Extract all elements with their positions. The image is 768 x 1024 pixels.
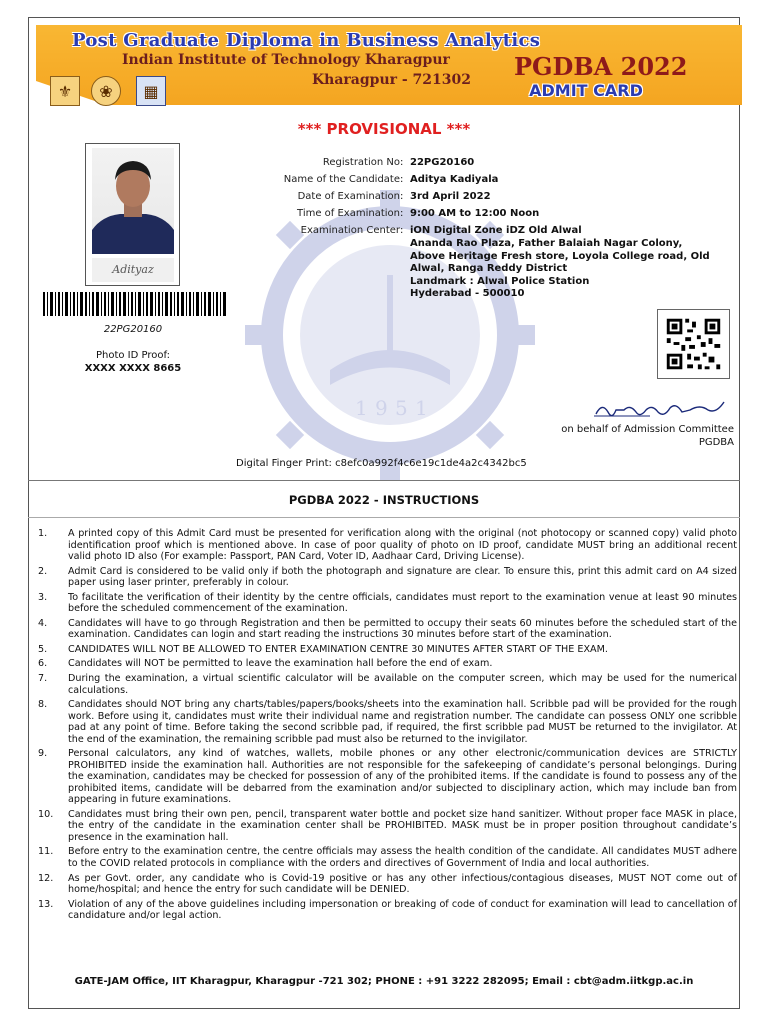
item-text: Personal calculators, any kind of watches, wallets, mobile phones or any other electronic/communication devices are STRICTLY PROHIBITED inside the examination hall. Authorities are not responsible for the safekeeping of candidate’s personal belongings. During the examination, candidates may be checked for possession of any of the prohibited items. If the candidate is found to possess any of the prohibited items, candidate will be debarred from the examination and/or subjected to disciplinary action, which may include ban from appearing in future examinations. (68, 748, 737, 806)
program-title: Post Graduate Diploma in Business Analytics (72, 30, 541, 51)
item-number: 11. (38, 846, 54, 858)
exam-year-title: PGDBA 2022 (514, 52, 688, 81)
detail-label: Date of Examination (297, 191, 400, 202)
item-text: A printed copy of this Admit Card must be presented for verification along with the original (not photocopy or scanned copy) valid photo identification proof which is mentioned above. In case of poor quality of photo on ID proof, candidate MUST bring an additional recent valid photo ID also (For example: Passport, PAN Card, Voter ID, Aadhaar Card, Driving License). (68, 528, 737, 562)
list-item (38, 644, 740, 656)
item-number: 2. (38, 565, 48, 577)
qr-code-icon (657, 309, 730, 379)
item-number: 13. (38, 898, 54, 910)
authority-signature-icon (590, 396, 740, 426)
gate-logo-icon: ▦ (136, 76, 166, 106)
candidate-face-image (92, 148, 174, 254)
watermark-year-digit: 1 (415, 396, 428, 420)
iit-emblem-icon: ⚜ (50, 76, 80, 106)
authority-behalf-text: on behalf of Admission Committee (561, 424, 734, 435)
item-number: 7. (38, 673, 48, 685)
detail-value: iON Digital Zone iDZ Old Alwal (410, 225, 582, 236)
section-divider (28, 517, 740, 518)
item-text: Candidates will NOT be permitted to leave the examination hall before the end of exam. (68, 658, 493, 670)
address-line: Alwal, Ranga Reddy District (410, 263, 568, 274)
detail-value: 9:00 AM to 12:00 Noon (410, 208, 540, 219)
list-item (38, 899, 740, 922)
list-item (38, 658, 740, 670)
list-item (38, 566, 740, 589)
item-text: To facilitate the verification of their identity by the centre officials, candidates must report to the examination venue at least 90 minutes before the scheduled commencement of the examination. (68, 591, 737, 615)
item-number: 4. (38, 617, 48, 629)
item-number: 12. (38, 872, 54, 884)
list-item (38, 618, 740, 641)
item-number: 9. (38, 748, 48, 760)
candidate-signature: Adityaz (92, 258, 174, 282)
watermark-year-digit: 9 (375, 396, 388, 420)
list-item (38, 846, 740, 869)
item-number: 6. (38, 658, 48, 670)
item-text: CANDIDATES WILL NOT BE ALLOWED TO ENTER EXAMINATION CENTRE 30 MINUTES AFTER START OF THE EXAM. (68, 643, 608, 655)
item-number: 5. (38, 643, 48, 655)
detail-label: Registration No (322, 157, 400, 168)
address-line: Ananda Rao Plaza, Father Balaiah Nagar Colony, (410, 238, 683, 249)
list-item (38, 873, 740, 896)
detail-value: 3rd April 2022 (410, 191, 491, 202)
detail-label: Examination Center (300, 225, 400, 236)
authority-org: PGDBA (698, 437, 734, 448)
seal-icon: ❀ (91, 76, 121, 106)
barcode-number: 22PG20160 (103, 324, 163, 335)
institute-city: Kharagpur - 721302 (312, 72, 472, 88)
item-text: Candidates will have to go through Registration and then be permitted to occupy their seats 60 minutes before the scheduled start of the examination. Candidates can login and start reading the instructions 30 minutes before start of the examination. (68, 617, 737, 641)
list-item (38, 809, 740, 844)
provisional-status: *** PROVISIONAL *** (297, 120, 471, 138)
item-number: 8. (38, 699, 48, 711)
item-text: Admit Card is considered to be valid only if both the photograph and signature are clear. To ensure this, print this admit card on A4 sized paper using laser printer, preferably in colour. (68, 565, 737, 589)
address-line: Landmark : Alwal Police Station (410, 275, 590, 287)
item-text: Before entry to the examination centre, the centre officials may assess the health condition of the candidate. All candidates MUST adhere to the COVID related protocols in compliance with the orders and directives of Government of India and local authorities. (68, 846, 737, 869)
barcode-icon (43, 292, 228, 316)
item-text: During the examination, a virtual scientific calculator will be available on the computer screen, which may be used for the numerical calculations. (68, 673, 737, 696)
watermark-year-digit: 5 (395, 396, 408, 420)
institute-name: Indian Institute of Technology Kharagpur (122, 52, 450, 68)
item-number: 3. (38, 591, 48, 603)
address-line: Above Heritage Fresh store, Loyola College road, Old (410, 250, 710, 262)
list-item (38, 748, 740, 806)
item-text: Violation of any of the above guidelines including impersonation or breaking of code of conduct for examination will lead to cancellation of candidature and/or legal action. (68, 898, 737, 922)
watermark-year-digit: 1 (355, 396, 368, 420)
detail-value: 22PG20160 (410, 157, 475, 168)
digital-fingerprint: Digital Finger Print: c8efc0a992f4c6e19c1de4a2c4342bc5 (236, 458, 527, 469)
photo-id-value: XXXX XXXX 8665 (84, 363, 182, 374)
instructions-title: PGDBA 2022 - INSTRUCTIONS (288, 493, 480, 507)
detail-label: Time of Examination (297, 208, 400, 219)
item-number: 1. (38, 528, 48, 539)
address-line: Hyderabad - 500010 (410, 288, 525, 299)
list-item (38, 528, 740, 563)
item-text: Candidates must bring their own pen, pencil, transparent water bottle and pocket size hand sanitizer. Without proper face MASK in place, the entry of the candidate in the examination center shall be PROHIBITED. MASK must be in proper position throughout candidate’s presence in the examination hall. (68, 808, 737, 843)
section-divider (28, 480, 740, 481)
candidate-photo (85, 143, 180, 286)
photo-id-label: Photo ID Proof: (95, 350, 171, 361)
item-text: As per Govt. order, any candidate who is Covid-19 positive or has any other infectious/contagious diseases, MUST NOT come out of home/hospital; and hence the entry for such candidate will be DENIED. (68, 872, 737, 896)
list-item (38, 699, 740, 745)
admit-card-title: ADMIT CARD (529, 81, 643, 100)
list-item (38, 592, 740, 615)
instructions-list (38, 528, 740, 925)
detail-value: Aditya Kadiyala (410, 174, 499, 185)
item-text: Candidates should NOT bring any charts/tables/papers/books/sheets into the examination hall. Scribble pad will be provided for the rough work. Before using it, candidates must write their individual name and registration number. The candidate can possess ONLY one scribble pad at any point of time. Before taking the second scribble pad, if required, the first scribble pad MUST be returned to the invigilator. At the end of the examination, the remaining scribble pad must also be returned to the invigilator. (68, 699, 737, 745)
detail-label: Name of the Candidate (283, 174, 400, 185)
list-item (38, 673, 740, 696)
footer-contact: GATE-JAM Office, IIT Kharagpur, Kharagpur -721 302; PHONE : +91 3222 282095; Email : cbt@adm.iitkgp.ac.in (74, 976, 694, 987)
item-number: 10. (38, 808, 54, 820)
